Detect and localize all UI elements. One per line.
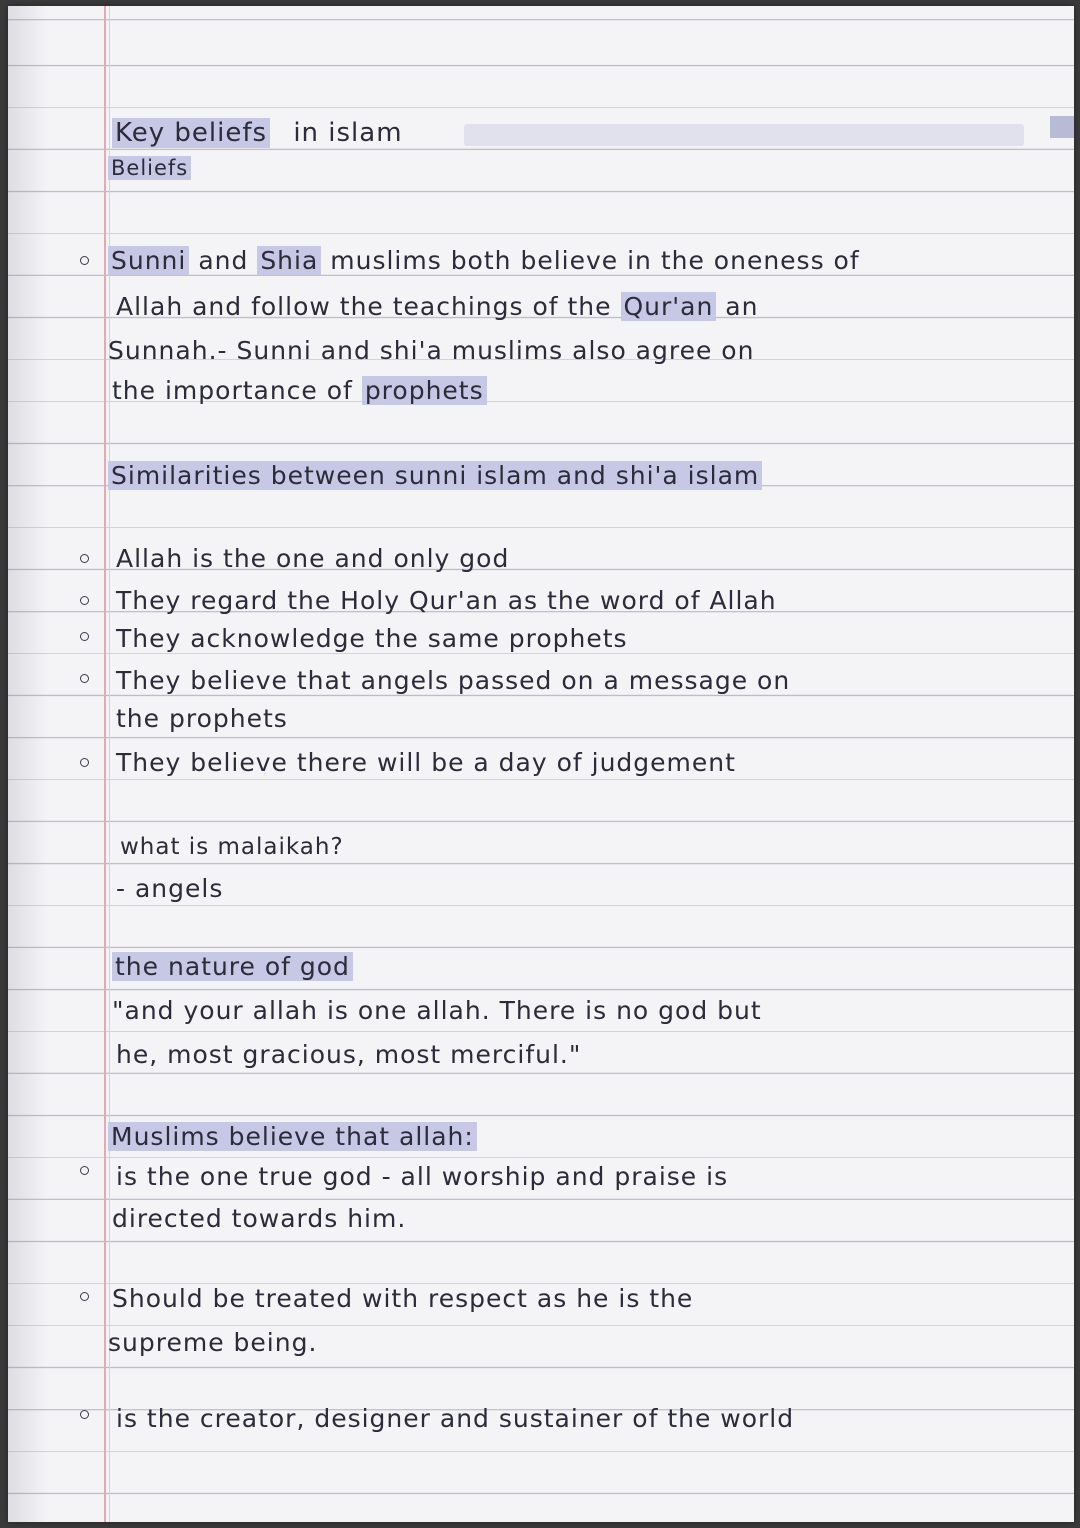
belief-3: is the creator, designer and sustainer of the world (116, 1404, 795, 1433)
similarity-item: They believe that angels passed on a message on (116, 666, 791, 695)
intro-line-4: the importance of prophets (112, 376, 487, 405)
similarity-item: They acknowledge the same prophets (116, 624, 628, 653)
malaikah-answer: - angels (116, 874, 224, 903)
belief-1-line-1: is the one true god - all worship and praise is (116, 1162, 729, 1191)
subtitle: Beliefs (108, 156, 191, 180)
similarity-item-continued: the prophets (116, 704, 288, 733)
bullet-icon (80, 596, 89, 605)
intro-line-1: Sunni and Shia muslims both believe in the oneness of (108, 246, 860, 275)
similarity-item: They regard the Holy Qur'an as the word of Allah (116, 586, 777, 615)
bullet-icon (80, 758, 89, 767)
margin-line (104, 6, 106, 1522)
intro-line-2: Allah and follow the teachings of the Qur'an an (116, 292, 759, 321)
bullet-icon (80, 1166, 89, 1175)
similarity-item: They believe there will be a day of judgement (116, 748, 736, 777)
similarity-item: Allah is the one and only god (116, 544, 510, 573)
page-title (112, 118, 403, 148)
bullet-icon (80, 554, 89, 563)
beliefs-heading: Muslims believe that allah: (108, 1122, 477, 1151)
nature-quote-line-1: "and your allah is one allah. There is no god but (112, 996, 762, 1025)
bullet-icon (80, 632, 89, 641)
belief-1-line-2: directed towards him. (112, 1204, 407, 1233)
belief-2-line-1: Should be treated with respect as he is the (112, 1284, 694, 1313)
bullet-icon (80, 674, 89, 683)
margin-line-secondary (109, 6, 110, 1522)
bullet-icon (80, 1292, 89, 1301)
notebook-page (8, 6, 1074, 1522)
nature-quote-line-2: he, most gracious, most merciful." (116, 1040, 582, 1069)
title-highlight-smudge (464, 124, 1024, 146)
bullet-icon (80, 256, 89, 265)
nature-heading: the nature of god (112, 952, 353, 981)
title-rest: in islam (293, 118, 403, 148)
highlight-tab (1050, 116, 1074, 138)
malaikah-question: what is malaikah? (120, 834, 344, 860)
page-shadow (8, 6, 48, 1522)
title-main: Key beliefs (112, 118, 270, 148)
similarities-heading: Similarities between sunni islam and shi'a islam (108, 461, 762, 490)
bullet-icon (80, 1410, 89, 1419)
belief-2-line-2: supreme being. (108, 1328, 318, 1357)
intro-line-3: Sunnah.- Sunni and shi'a muslims also agree on (108, 336, 755, 365)
